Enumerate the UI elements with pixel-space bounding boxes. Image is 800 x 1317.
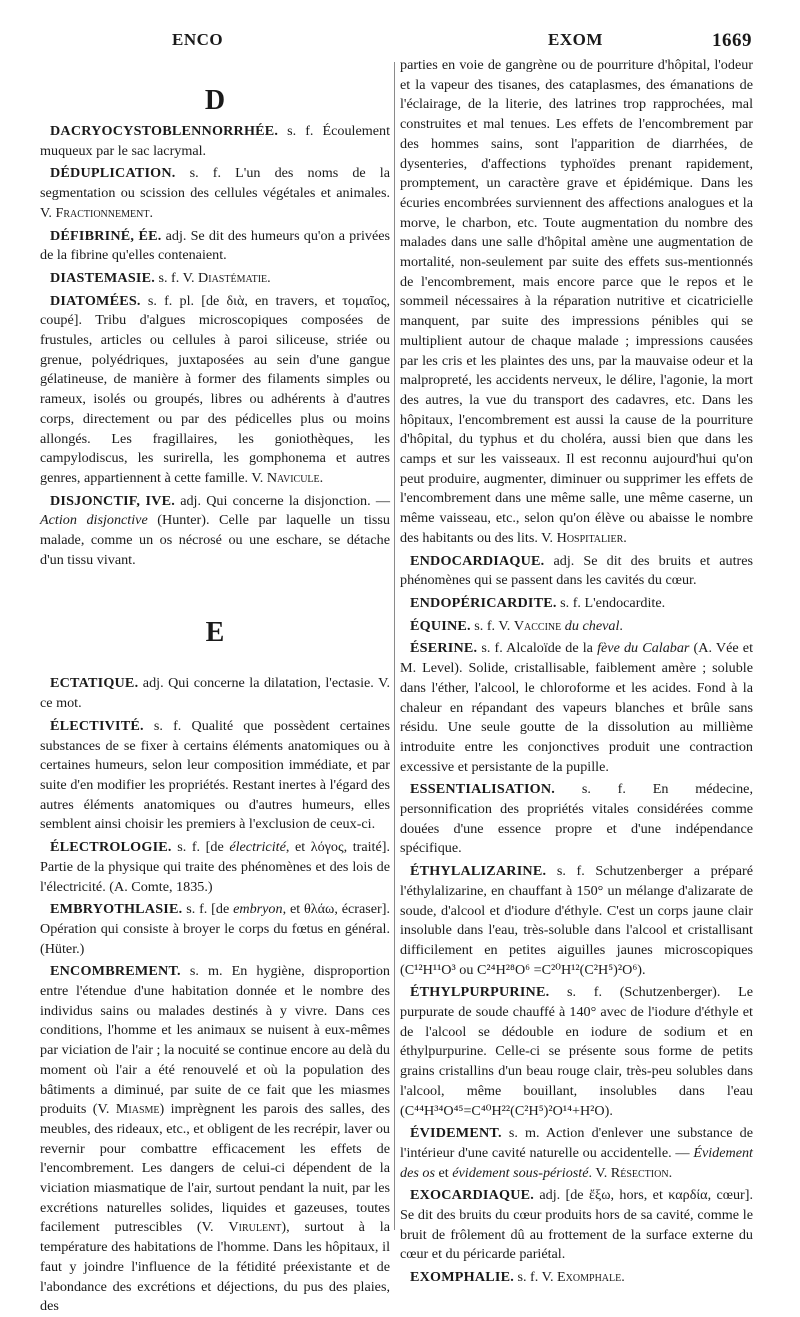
entry-text: adj. Se dit des humeurs qu'on a privées de la fibrine qu'elles contenaient. xyxy=(40,227,391,264)
entry-term: DÉFIBRINÉ, ÉE. xyxy=(50,227,162,244)
entry-italic-2: évidement sous-périosté xyxy=(452,1164,589,1181)
entry-essentialisation xyxy=(400,780,753,859)
entry-term: DÉDUPLICATION. xyxy=(50,165,176,182)
entry-text: s. f. [de xyxy=(171,839,230,856)
entry-text-2: et xyxy=(434,1164,453,1181)
entry-ethylalizarine xyxy=(400,862,753,980)
entry-defibrine xyxy=(40,227,390,266)
entry-text: s. f. L'endocardite. xyxy=(556,594,666,611)
entry-term: ÉTHYLALIZARINE. xyxy=(410,863,547,880)
entry-term: ENCOMBREMENT. xyxy=(50,963,181,980)
entry-term: ECTATIQUE. xyxy=(50,675,139,692)
entry-text: s. f. Qualité que possèdent certaines substances de se fixer à certains éléments anatomiques ou à certaines humeurs, selon leur composition immédiate, et par suite d'en modifier les propriétés. Restant inertes à l'égard des autres éléments anatomiques ou d'autres humeurs, elles semblent ainsi choisir les premiers à l'exclusion de ceux-ci. xyxy=(40,717,390,833)
entry-text: s. f. V. xyxy=(513,1269,558,1286)
column-divider xyxy=(394,62,395,1230)
entry-text: s. f. pl. [de διὰ, en travers, et τομαῖος, coupé]. Tribu d'algues microscopiques composées de frustules, articles ou cellules à paroi siliceuse, striée ou grenue, polyédriques, juxtaposées au sein d'une gangue gélatineuse, de manière à former des filaments simples ou rameux, isolés ou groupés, libres ou adhérents à d'autres corps, directement ou par des pédicelles plus ou moins allongés. Les fragillaires, les goniothèques, les campylodiscus, les surirella, les gomphonema et autres genres, appartiennent à cette famille. V. xyxy=(40,292,390,486)
entry-end: . xyxy=(623,529,627,546)
entry-text: adj. Qui concerne la dilatation, l'ectasie. V. ce mot. xyxy=(40,675,390,712)
section-letter-e: E xyxy=(205,617,225,649)
entry-equine xyxy=(400,617,753,637)
entry-text-3: . V. xyxy=(588,1164,611,1181)
entry-end: . xyxy=(668,1164,673,1181)
entry-text: s. f. L'un des noms de la segmentation ou scission des cellules végétales et animales. V. xyxy=(40,165,390,221)
cross-reference: Fractionnement xyxy=(55,204,150,221)
entry-text: s. f. Alcaloïde de la xyxy=(477,640,598,657)
section-letter-d: D xyxy=(204,85,226,116)
entry-exocardiaque xyxy=(400,1186,753,1265)
entry-term: ÉVIDEMENT. xyxy=(410,1125,502,1142)
entry-term: ÉLECTIVITÉ. xyxy=(50,717,144,734)
entry-text: s. f. V. xyxy=(470,617,514,634)
entry-text: s. m. Action d'enlever une substance de l'intérieur d'une cavité naturelle ou accidentelle. — xyxy=(400,1125,753,1161)
entry-term: EXOMPHALIE. xyxy=(410,1269,514,1286)
entry-text: s. f. Écoulement muqueux par le sac lacrymal. xyxy=(40,123,390,159)
entry-deduplication xyxy=(40,164,390,223)
entry-text: s. f. (Schutzenberger). Le purpurate de soude chauffé à 140° avec de l'iodure d'éthyle et de l'alcool se dédouble en iodure de sodium et en éthylpurpurine. Celle-ci se présente sous forme de petits grains cristallins d'un beau rouge clair, très-peu solubles dans l'alcool, même bouillant, insolubles dans l'eau (C⁴⁴H³⁴O⁴⁵=C⁴⁰H²²(C²H⁵)²O¹⁴+H²O). xyxy=(400,984,753,1119)
entry-term: ÉSERINE. xyxy=(410,640,478,657)
page-header xyxy=(0,30,800,54)
entry-disjonctif xyxy=(40,492,390,571)
entry-evidement xyxy=(400,1124,753,1183)
entry-term: ÉLECTROLOGIE. xyxy=(50,839,172,856)
entry-term: ENDOCARDIAQUE. xyxy=(410,552,545,569)
entry-text: s. f. [de xyxy=(182,901,234,918)
cross-reference: Exomphale xyxy=(557,1269,622,1286)
left-column xyxy=(40,56,391,1315)
entry-text: adj. Qui concerne la disjonction. — xyxy=(174,492,390,509)
entry-exomphalie xyxy=(400,1268,753,1288)
entry-diastemasie xyxy=(40,269,390,289)
entry-text-2: (Hunter). Celle par laquelle un tissu malade, comme un os nécrosé ou une eschare, se détache d'un tissu vivant. xyxy=(40,512,390,568)
entry-term: DIASTEMASIE. xyxy=(50,269,155,286)
entry-end: . xyxy=(619,617,623,634)
entry-ectatique xyxy=(40,674,390,713)
entry-end: . xyxy=(319,469,324,486)
entry-italic: électricité xyxy=(229,839,286,856)
entry-ethylpurpurine xyxy=(400,983,753,1121)
entry-text: s. f. Schutzenberger a préparé l'éthylalizarine, en chauffant à 150° un mélange d'alizarate de soude, d'alcool et d'iodure d'éthyle. C'est un corps jaune clair insoluble dans l'eau, très-soluble dans l'alcool et cristallisant difficilement en petites aiguilles jaunes microscopiques (C¹²H¹¹O³ ou C²⁴H²⁸O⁶ =C²⁰H¹²(C²H⁵)²O⁶). xyxy=(400,863,753,978)
entry-text: s. f. V. xyxy=(154,269,199,286)
entry-endocardiaque xyxy=(400,552,753,591)
entry-end: . xyxy=(267,269,271,286)
entry-text-2: ) imprègnent les parois des salles, des meubles, des rideaux, etc., et obligent de les recrépir, laver ou revernir pour combattre efficacement les effets de l'encombrement. Les dangers de celui-ci dépendent de la viciation miasmatique de l'air, surtout pendant la nuit, par les excrétions naturelles solides, liquides et gazeuses, toutes facilement putrescibles (V. xyxy=(40,1101,390,1236)
cross-reference: Miasme xyxy=(115,1101,160,1118)
cross-reference: Vaccine xyxy=(513,617,562,634)
entry-end: . xyxy=(149,204,153,221)
entry-italic: Action disjonctive xyxy=(40,512,148,529)
cross-reference: Navicule xyxy=(266,469,320,486)
right-column xyxy=(400,56,754,1286)
entry-italic: fève du Calabar xyxy=(597,640,690,657)
cross-reference-2: Virulent xyxy=(228,1219,282,1236)
page-number: 1669 xyxy=(712,30,752,51)
entry-text: adj. Se dit des bruits et autres phénomènes qui se passent dans les cavités du cœur. xyxy=(400,552,753,589)
entry-term: ENDOPÉRICARDITE. xyxy=(410,594,557,611)
entry-text: s. f. En médecine, personnification des propriétés vitales considérées comme douées d'une essence propre et d'une indépendance spécifique. xyxy=(400,781,753,857)
entry-term: EMBRYOTHLASIE. xyxy=(50,901,183,918)
entry-term: DACRYOCYSTOBLENNORRHÉE. xyxy=(50,123,279,139)
entry-dacryocystoblennorrhee xyxy=(40,122,390,161)
entry-text: adj. [de ἔξω, hors, et καρδία, cœur]. Se dit des bruits du cœur produits hors de sa cavité, comme le bruit de frôlement dû au frottement de la surface externe du cœur et du péricarde pariétal. xyxy=(400,1187,753,1263)
right-guide-word: EXOM xyxy=(548,30,603,49)
entry-end: . xyxy=(621,1269,625,1286)
entry-italic: Évidement des os xyxy=(400,1144,753,1181)
entry-encombrement xyxy=(40,962,390,1317)
entry-text-3: ), surtout à la température des habitations de l'homme. Dans les hôpitaux, il faut y joindre l'influence de la fétidité préexistante et de l'abondance des excrétions et déjections, du pus des plaies, des xyxy=(40,1219,390,1315)
entry-electrologie xyxy=(40,838,390,897)
entry-text-2: (A. Vée et M. Level). Solide, cristallisable, faiblement amère ; soluble dans l'éther, l'alcool, le chloroforme et les acides. Fond à la chaleur en répandant des vapeurs blanches et brûle sans résidu. Une seule goutte de la dissolution au millième introduite entre les conjonctives produit une contraction excessive et persistante de la pupille. xyxy=(400,640,754,775)
entry-term: DIATOMÉES. xyxy=(50,292,141,309)
entry-term: ÉTHYLPURPURINE. xyxy=(410,984,550,1001)
entry-diatomees xyxy=(40,292,390,489)
cross-reference: Hospitalier xyxy=(556,529,624,546)
entry-term: EXOCARDIAQUE. xyxy=(410,1187,534,1204)
entry-term: DISJONCTIF, IVE. xyxy=(50,492,175,509)
entry-text-2: , et λόγος, traité]. Partie de la physique qui traite des phénomènes et des lois de l'électricité. (A. Comte, 1835.) xyxy=(40,839,390,895)
cross-reference: Résection xyxy=(610,1164,669,1181)
entry-text: s. m. En hygiène, disproportion entre l'étendue d'une habitation donnée et le nombre des individus sains ou malades destinés à y vivre. Dans ces conditions, l'homme et les animaux se nuisent à eux-mêmes par viciation de l'air ; la nocuité se continue encore au delà du moment où l'air a été renouvelé et où la population des bâtiments a diminué, par suite de ce fait que les miasmes produits (V. xyxy=(40,963,390,1118)
left-guide-word: ENCO xyxy=(172,30,224,49)
entry-italic: embryon xyxy=(233,901,283,918)
entry-term: ÉQUINE. xyxy=(410,617,471,634)
entry-electivite xyxy=(40,717,390,835)
entry-eserine xyxy=(400,639,753,777)
cross-reference: Diastématie xyxy=(198,269,268,286)
entry-embryothlasie xyxy=(40,900,390,959)
entry-italic: du cheval xyxy=(561,617,620,634)
entry-text-2: , et θλάω, écraser]. Opération qui consiste à broyer le corps du fœtus en général. (Hüter.) xyxy=(40,901,391,957)
entry-encombrement-continued xyxy=(400,56,753,549)
entry-endopericardite xyxy=(400,594,753,614)
entry-text: parties en voie de gangrène ou de pourriture d'hôpital, l'odeur et la vapeur des tisanes, des cataplasmes, des émanations de l'éclairage, de la literie, des latrines trop rapprochées, mal construites et mal tenues. Les effets de l'encombrement par des hommes sains, sont l'apparition de diarrhées, de dysenteries, d'affections typhoïdes prenant rapidement, promptement, un caractère grave et épidémique. Dans les écuries encombrées surviennent des affections analogues et la morve, le charbon, etc. Toute augmentation du nombre des malades dans une salle d'hôpital amène une augmentation de mortalité, non-seulement par suite des effets sus-mentionnés de l'encombrement, mais encore parce que le repos et le sommeil nécessaires à la réparation nutritive et cicatricielle manquent, par suite des impressions pénibles qui se multiplient autour de chaque malade ; impressions causées par les cris et les plaintes des uns, par la mauvaise odeur et la malpropreté, les accidents nerveux, le délire, l'agonie, la mort des autres, la vue du transport des cadavres, etc. Dans les hôpitaux, l'encombrement est aussi la cause de la pourriture d'hôpital, du typhus et du choléra, aussi bien que dans les camps et sur les vaisseaux. Il est reconnu aujourd'hui qu'on peut produire, augmenter, diminuer ou supprimer les effets de l'encombrement dans une même salle, une même caserne, un même vaisseau, etc., selon qu'on élève ou abaisse le nombre des habitants ou des lits. V. xyxy=(400,57,753,546)
entry-term: ESSENTIALISATION. xyxy=(410,781,555,798)
